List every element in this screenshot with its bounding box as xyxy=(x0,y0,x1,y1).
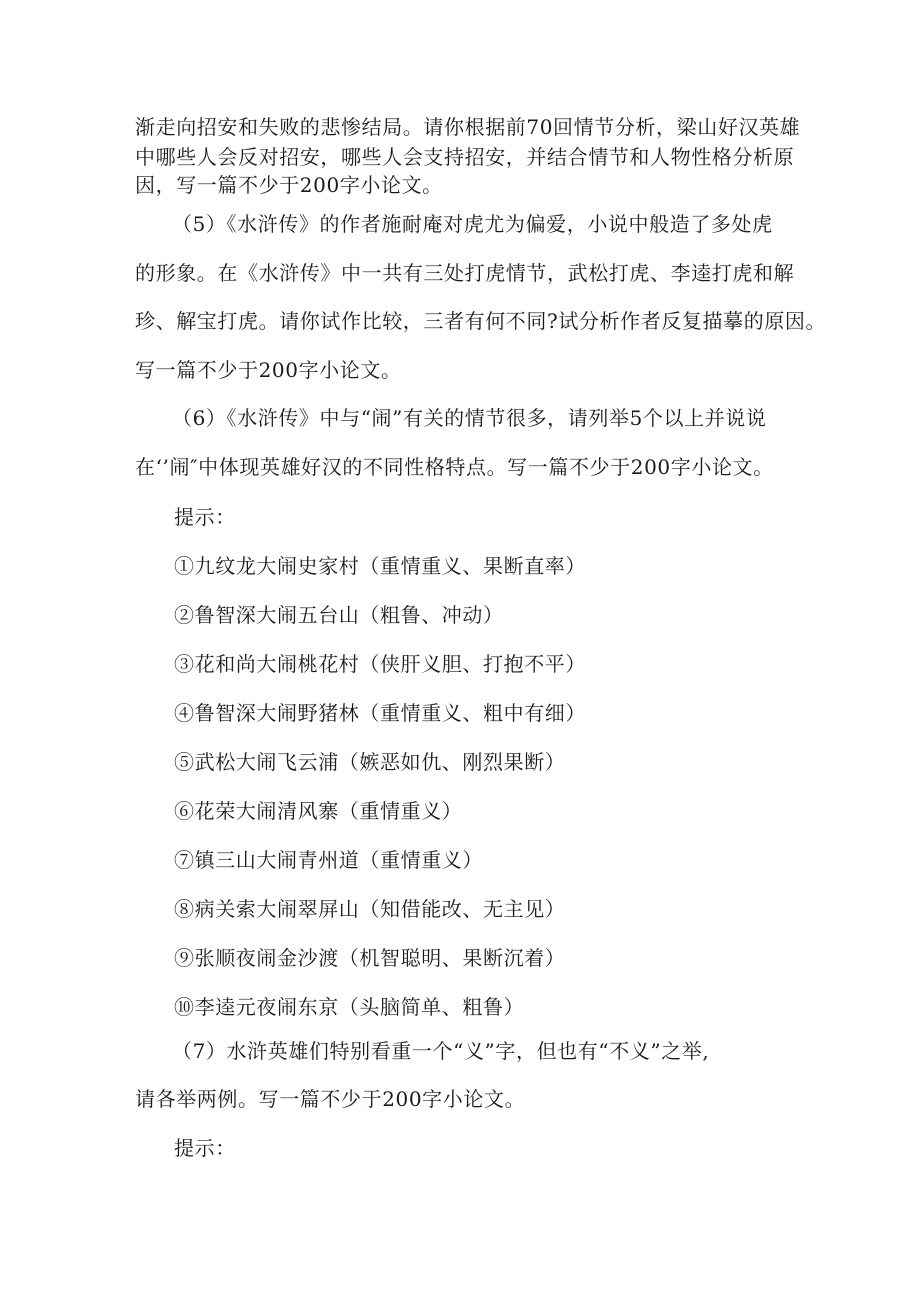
list-item: ④鲁智深大闹野猪林（重情重义、粗中有细） xyxy=(174,701,586,725)
list-item: ⑨张顺夜闹金沙渡（机智聪明、果断沉着） xyxy=(174,946,566,970)
text-line: 请各举两例。写一篇不少于200字小论文。 xyxy=(135,1087,526,1111)
list-item: ⑧病关索大闹翠屏山（知借能改、无主见） xyxy=(174,897,566,921)
list-item: ⑥花荣大闹清风寨（重情重义） xyxy=(174,799,463,823)
list-item: ⑤武松大闹飞云浦（嫉恶如仇、刚烈果断） xyxy=(174,750,566,774)
question-7-heading-line: （7）水浒英雄们特别看重一个“义”字，但也有“不义”之举, xyxy=(172,1039,710,1063)
list-item: ⑦镇三山大闹青州道（重情重义） xyxy=(174,848,483,872)
list-item: ①九纹龙大闹史家村（重情重义、果断直率） xyxy=(174,554,586,578)
text-line: 渐走向招安和失败的悲惨结局。请你根据前70回情节分析，梁山好汉英雄 xyxy=(135,115,801,139)
text-line: 因，写一篇不少于200字小论文。 xyxy=(135,173,443,197)
text-line: 中哪些人会反对招安，哪些人会支持招安，并结合情节和人物性格分析原 xyxy=(135,145,795,169)
list-item: ②鲁智深大闹五台山（粗鲁、冲动） xyxy=(174,603,504,627)
question-5-heading-line: （5）《水浒传》的作者施耐庵对虎尤为偏爱，小说中般造了多处虎 xyxy=(172,212,773,236)
text-line: 的形象。在《水浒传》中一共有三处打虎情节，武松打虎、李逵打虎和解 xyxy=(135,261,795,285)
text-line: 珍、解宝打虎。请你试作比较，三者有何不同?试分析作者反复描摹的原因。 xyxy=(135,309,827,333)
hint-label: 提示： xyxy=(174,505,236,529)
text-line: 在‘’闹″中体现英雄好汉的不同性格特点。写一篇不少于200字小论文。 xyxy=(135,455,774,479)
list-item: ③花和尚大闹桃花村（侠肝义胆、打抱不平） xyxy=(174,652,586,676)
hint-label: 提示： xyxy=(174,1136,236,1160)
list-item: ⑩李逵元夜闹东京（头脑简单、粗鲁） xyxy=(174,995,525,1019)
question-6-heading-line: （6）《水浒传》中与“闹”有关的情节很多，请列举5个以上并说说 xyxy=(172,406,767,430)
text-line: 写一篇不少于200字小论文。 xyxy=(135,358,402,382)
